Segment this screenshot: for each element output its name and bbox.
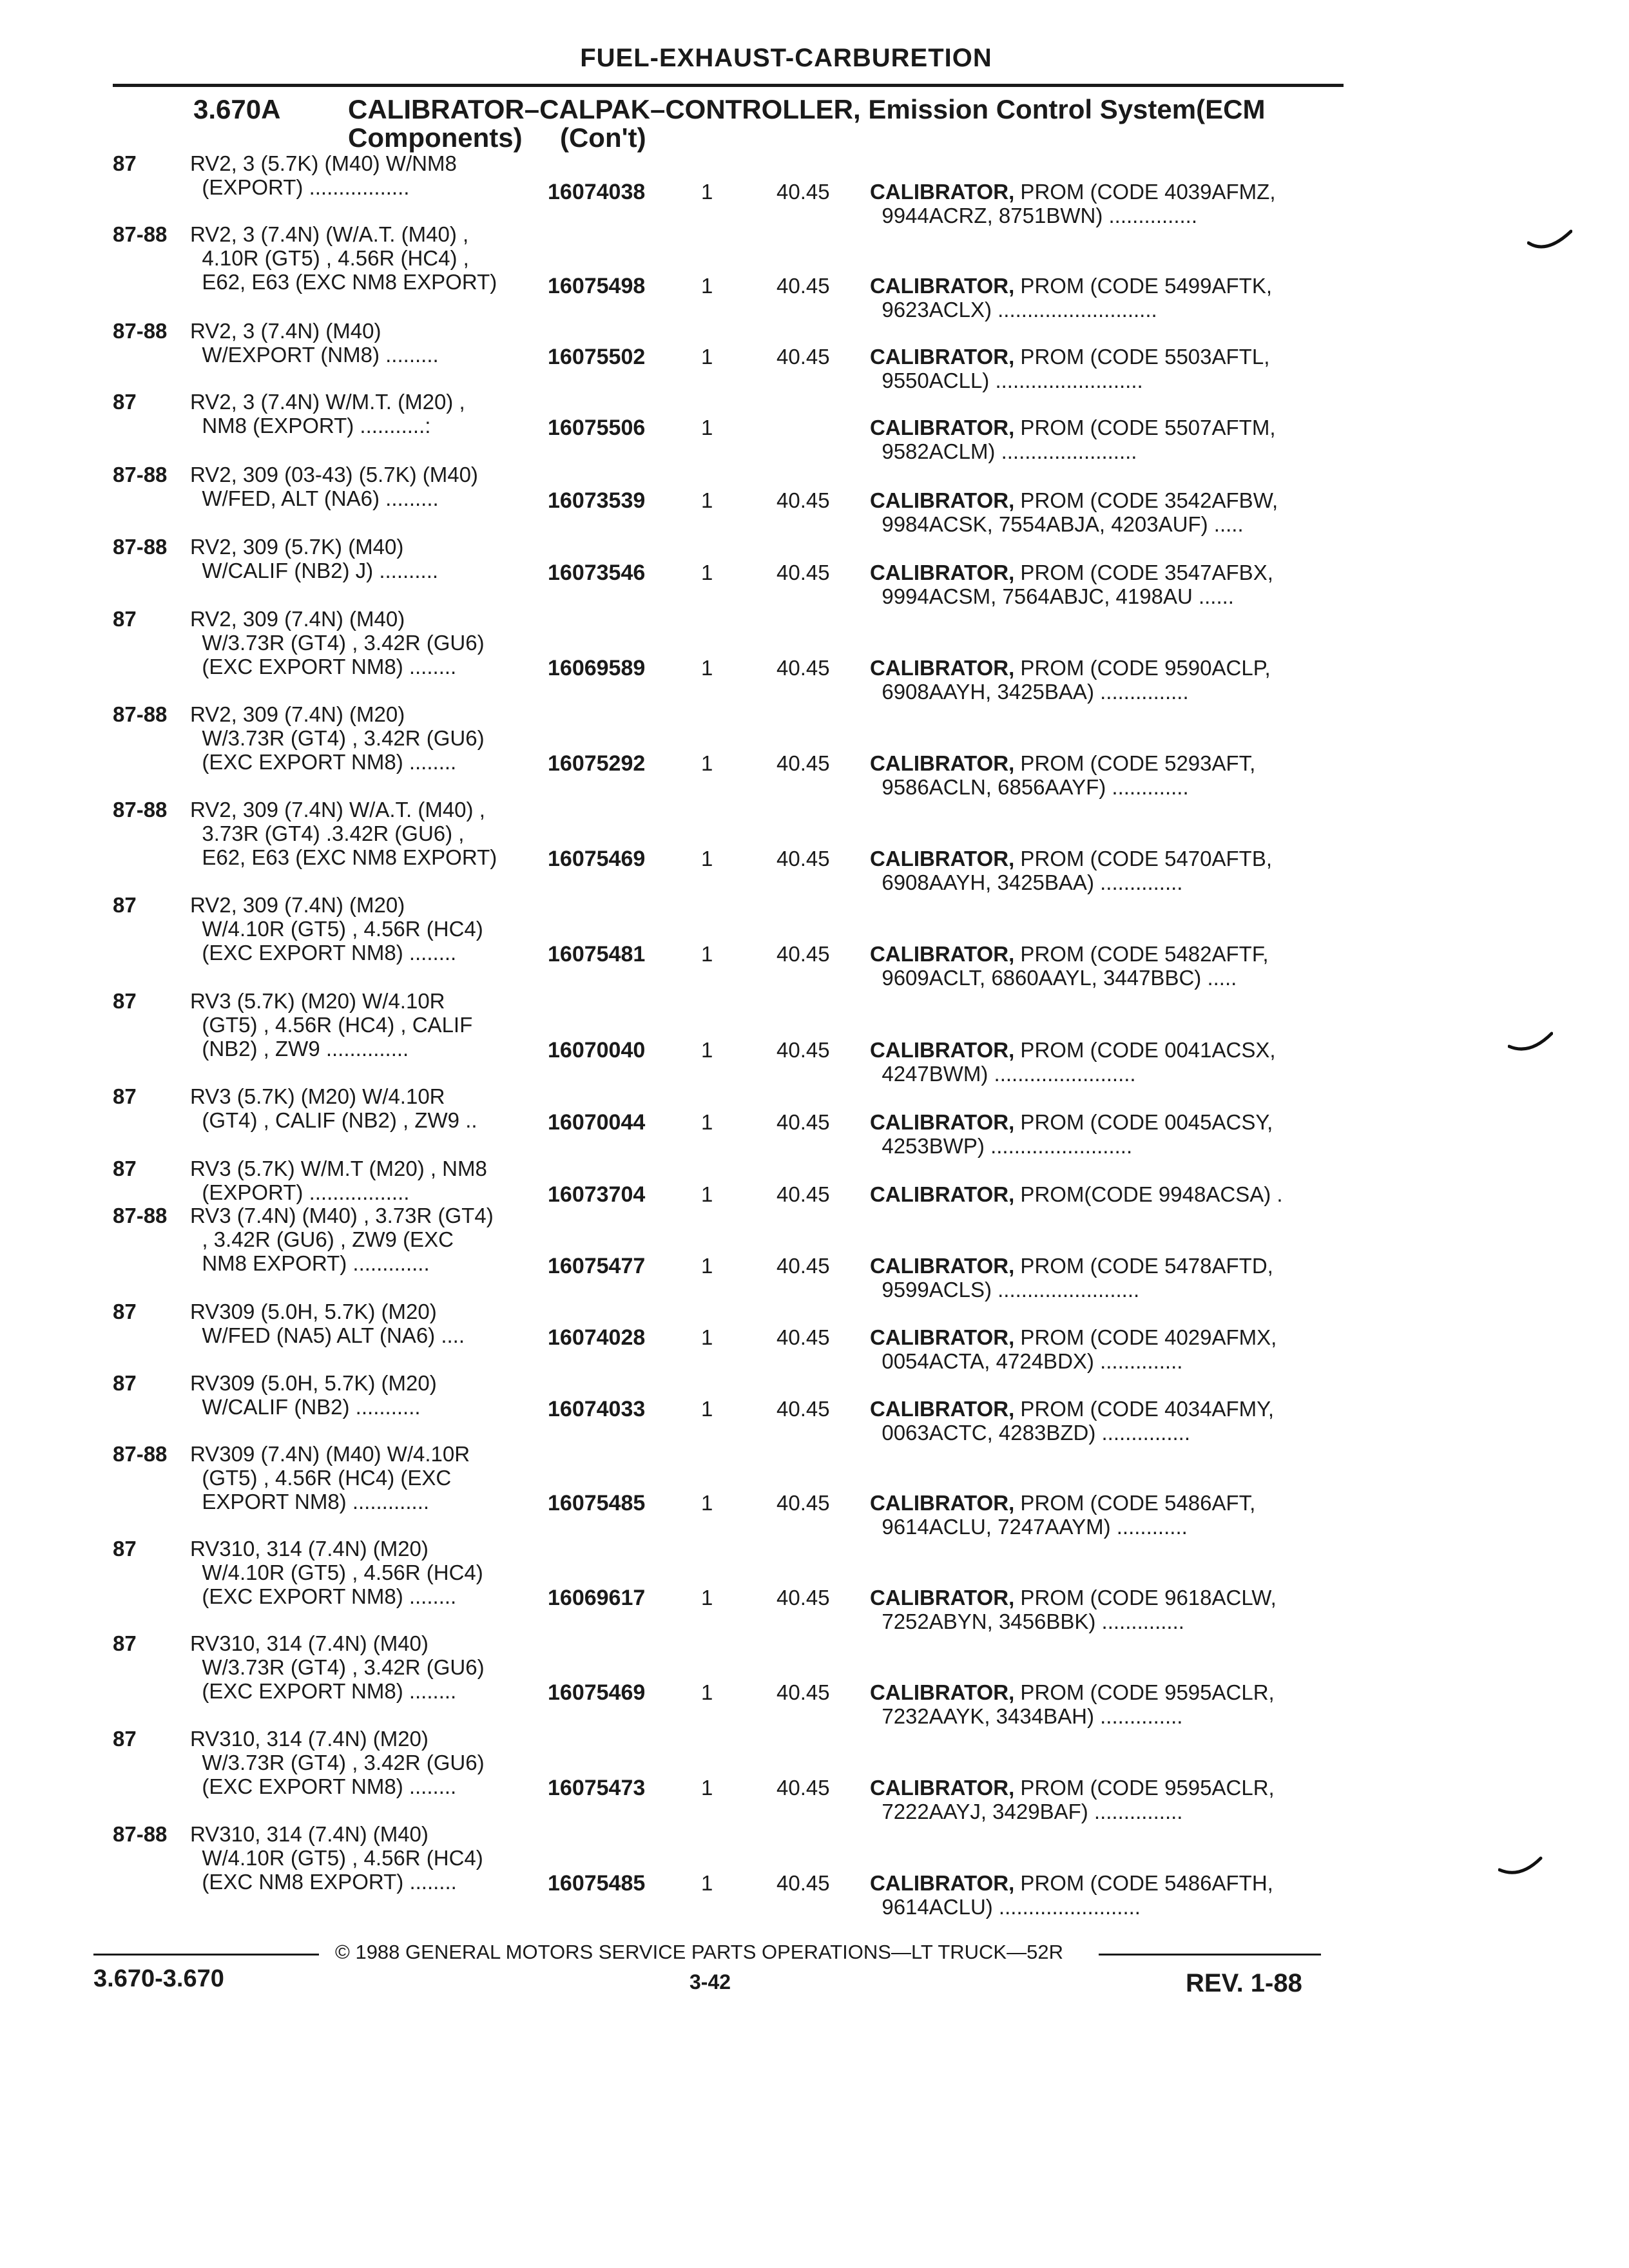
part-desc-text: PROM (CODE 5478AFTD, 9599ACLS) ........................ (882, 1254, 1273, 1302)
part-name: CALIBRATOR, (870, 274, 1015, 298)
price: 40.45 (776, 751, 830, 775)
page-number: 3-42 (689, 1970, 731, 1994)
part-name: CALIBRATOR, (870, 1397, 1015, 1421)
quantity: 1 (701, 416, 713, 439)
application-description: RV3 (5.7K) (M20) W/4.10R (GT4) , CALIF (NB2) , ZW9 .. (190, 1084, 477, 1132)
revision-label: REV. 1-88 (1186, 1969, 1302, 1997)
part-number: 16073539 (548, 488, 646, 513)
model-year: 87 (113, 1537, 137, 1561)
part-name: CALIBRATOR, (870, 561, 1015, 584)
application-description: RV2, 309 (03-43) (5.7K) (M40) W/FED, ALT (NA6) ......... (190, 463, 478, 510)
model-year: 87-88 (113, 702, 168, 726)
part-number: 16075485 (548, 1491, 646, 1515)
model-year: 87 (113, 607, 137, 631)
application-description: RV310, 314 (7.4N) (M40) W/3.73R (GT4) , 3.42R (GU6) (EXC EXPORT NM8) ........ (190, 1631, 485, 1703)
part-number: 16075481 (548, 942, 646, 966)
part-number: 16074038 (548, 180, 646, 204)
part-number: 16073546 (548, 561, 646, 585)
price: 40.45 (776, 1871, 830, 1895)
quantity: 1 (701, 847, 713, 870)
part-description (870, 488, 1347, 536)
quantity: 1 (701, 656, 713, 680)
quantity: 1 (701, 1680, 713, 1704)
part-number: 16075473 (548, 1776, 646, 1800)
part-name: CALIBRATOR, (870, 656, 1015, 680)
part-description (870, 942, 1347, 990)
price: 40.45 (776, 488, 830, 512)
quantity: 1 (701, 1871, 713, 1895)
part-number: 16070044 (548, 1110, 646, 1135)
part-description (870, 1110, 1347, 1158)
part-description (870, 180, 1347, 227)
part-name: CALIBRATOR, (870, 1871, 1015, 1895)
model-year: 87-88 (113, 535, 168, 559)
application-description: RV2, 3 (7.4N) W/M.T. (M20) , NM8 (EXPORT) ...........: (190, 390, 465, 437)
quantity: 1 (701, 1038, 713, 1062)
price: 40.45 (776, 1680, 830, 1704)
model-year: 87 (113, 1371, 137, 1395)
model-year: 87 (113, 1631, 137, 1655)
application-description: RV2, 309 (7.4N) (M40) W/3.73R (GT4) , 3.42R (GU6) (EXC EXPORT NM8) ........ (190, 607, 485, 678)
part-name: CALIBRATOR, (870, 1110, 1015, 1134)
part-desc-text: PROM (CODE 5507AFTM, 9582ACLM) ....................... (882, 416, 1276, 463)
price: 40.45 (776, 180, 830, 204)
part-desc-text: PROM (CODE 9595ACLR, 7232AAYK, 3434BAH) .............. (882, 1680, 1275, 1728)
price: 40.45 (776, 1586, 830, 1610)
part-name: CALIBRATOR, (870, 345, 1015, 369)
part-description (870, 847, 1347, 894)
part-description (870, 274, 1347, 322)
part-description (870, 1776, 1347, 1823)
price: 40.45 (776, 1182, 830, 1206)
part-desc-text: PROM (CODE 4034AFMY, 0063ACTC, 4283BZD) ............... (882, 1397, 1275, 1445)
model-year: 87 (113, 390, 137, 414)
model-year: 87 (113, 989, 137, 1013)
part-desc-text: PROM (CODE 3542AFBW, 9984ACSK, 7554ABJA, 4203AUF) ..... (882, 488, 1278, 536)
price: 40.45 (776, 656, 830, 680)
model-year: 87 (113, 1300, 137, 1323)
part-name: CALIBRATOR, (870, 488, 1015, 512)
application-description: RV2, 309 (7.4N) W/A.T. (M40) , 3.73R (GT4) .3.42R (GU6) , E62, E63 (EXC NM8 EXPORT) (190, 798, 497, 869)
part-name: CALIBRATOR, (870, 180, 1015, 204)
application-description: RV309 (7.4N) (M40) W/4.10R (GT5) , 4.56R (HC4) (EXC EXPORT NM8) ............. (190, 1442, 470, 1514)
application-description: RV3 (5.7K) (M20) W/4.10R (GT5) , 4.56R (HC4) , CALIF (NB2) , ZW9 .............. (190, 989, 473, 1061)
part-number: 16075498 (548, 274, 646, 298)
quantity: 1 (701, 345, 713, 369)
price: 40.45 (776, 847, 830, 870)
application-description: RV2, 3 (7.4N) (M40) W/EXPORT (NM8) ......... (190, 319, 439, 367)
part-name: CALIBRATOR, (870, 1776, 1015, 1800)
quantity: 1 (701, 1182, 713, 1206)
part-description (870, 1182, 1347, 1206)
model-year: 87-88 (113, 1822, 168, 1846)
part-description (870, 416, 1347, 463)
quantity: 1 (701, 1586, 713, 1610)
quantity: 1 (701, 1254, 713, 1278)
section-title-line1: CALIBRATOR–CALPAK–CONTROLLER, Emission Control System(ECM (348, 94, 1266, 124)
price: 40.45 (776, 274, 830, 298)
application-description: RV3 (5.7K) W/M.T (M20) , NM8 (EXPORT) ................. (190, 1157, 487, 1204)
part-number: 16075469 (548, 1680, 646, 1705)
part-name: CALIBRATOR, (870, 1680, 1015, 1704)
part-number: 16069589 (548, 656, 646, 680)
price: 40.45 (776, 1038, 830, 1062)
part-number: 16075477 (548, 1254, 646, 1278)
part-description (870, 1680, 1347, 1728)
application-description: RV3 (7.4N) (M40) , 3.73R (GT4) , 3.42R (GU6) , ZW9 (EXC NM8 EXPORT) ............. (190, 1204, 494, 1275)
part-name: CALIBRATOR, (870, 751, 1015, 775)
quantity: 1 (701, 1325, 713, 1349)
check-mark-icon (1527, 229, 1572, 255)
part-name: CALIBRATOR, (870, 416, 1015, 439)
application-description: RV2, 309 (5.7K) (M40) W/CALIF (NB2) J) .......... (190, 535, 439, 582)
part-description (870, 656, 1347, 704)
part-desc-text: PROM (CODE 0041ACSX, 4247BWM) ........................ (882, 1038, 1276, 1086)
part-name: CALIBRATOR, (870, 1325, 1015, 1349)
part-description (870, 345, 1347, 392)
page-header-title: FUEL-EXHAUST-CARBURETION (580, 44, 992, 72)
price: 40.45 (776, 1397, 830, 1421)
part-desc-text: PROM (CODE 5486AFT, 9614ACLU, 7247AAYM) ............ (882, 1491, 1256, 1539)
price: 40.45 (776, 942, 830, 966)
quantity: 1 (701, 751, 713, 775)
quantity: 1 (701, 1491, 713, 1515)
part-desc-text: PROM (CODE 9618ACLW, 7252ABYN, 3456BBK) .............. (882, 1586, 1277, 1633)
application-description: RV309 (5.0H, 5.7K) (M20) W/CALIF (NB2) ........... (190, 1371, 437, 1419)
part-desc-text: PROM (CODE 5503AFTL, 9550ACLL) ......................... (882, 345, 1270, 392)
part-name: CALIBRATOR, (870, 1586, 1015, 1610)
part-name: CALIBRATOR, (870, 1254, 1015, 1278)
part-desc-text: PROM (CODE 9590ACLP, 6908AAYH, 3425BAA) ............... (882, 656, 1271, 704)
price: 40.45 (776, 1491, 830, 1515)
part-desc-text: PROM (CODE 5482AFTF, 9609ACLT, 6860AAYL, 3447BBC) ..... (882, 942, 1269, 990)
application-description: RV2, 3 (5.7K) (M40) W/NM8 (EXPORT) ................. (190, 151, 457, 199)
part-desc-text: PROM (CODE 5470AFTB, 6908AAYH, 3425BAA) .............. (882, 847, 1273, 894)
application-description: RV310, 314 (7.4N) (M40) W/4.10R (GT5) , 4.56R (HC4) (EXC NM8 EXPORT) ........ (190, 1822, 483, 1894)
part-desc-text: PROM (CODE 0045ACSY, 4253BWP) ........................ (882, 1110, 1273, 1158)
part-description (870, 751, 1347, 799)
model-year: 87-88 (113, 798, 168, 822)
part-number: 16069617 (548, 1586, 646, 1610)
model-year: 87-88 (113, 1204, 168, 1227)
quantity: 1 (701, 1397, 713, 1421)
part-description (870, 1038, 1347, 1086)
application-description: RV2, 3 (7.4N) (W/A.T. (M40) , 4.10R (GT5) , 4.56R (HC4) , E62, E63 (EXC NM8 EXPORT) (190, 222, 497, 294)
part-number: 16074028 (548, 1325, 646, 1350)
part-description (870, 1397, 1347, 1445)
quantity: 1 (701, 180, 713, 204)
price: 40.45 (776, 345, 830, 369)
part-number: 16075469 (548, 847, 646, 871)
copyright-notice: © 1988 GENERAL MOTORS SERVICE PARTS OPERATIONS—LT TRUCK—52R (335, 1941, 1063, 1963)
part-name: CALIBRATOR, (870, 942, 1015, 966)
price: 40.45 (776, 1325, 830, 1349)
quantity: 1 (701, 561, 713, 584)
part-desc-text: PROM (CODE 3547AFBX, 9994ACSM, 7564ABJC, 4198AU ...... (882, 561, 1273, 608)
part-name: CALIBRATOR, (870, 1491, 1015, 1515)
part-number: 16070040 (548, 1038, 646, 1062)
model-year: 87 (113, 151, 137, 175)
part-number: 16075502 (548, 345, 646, 369)
part-desc-text: PROM (CODE 5486AFTH, 9614ACLU) ........................ (882, 1871, 1273, 1919)
check-mark-icon (1508, 1031, 1553, 1057)
application-description: RV309 (5.0H, 5.7K) (M20) W/FED (NA5) ALT (NA6) .... (190, 1300, 465, 1347)
section-number: 3.670A (193, 94, 281, 124)
part-number: 16073704 (548, 1182, 646, 1207)
model-year: 87 (113, 1727, 137, 1751)
quantity: 1 (701, 942, 713, 966)
part-description (870, 1586, 1347, 1633)
part-name: CALIBRATOR, (870, 1038, 1015, 1062)
part-description (870, 1254, 1347, 1302)
section-title-line2: Components) (Con't) (348, 122, 646, 153)
part-number: 16074033 (548, 1397, 646, 1421)
model-year: 87 (113, 1157, 137, 1180)
model-year: 87 (113, 893, 137, 917)
quantity: 1 (701, 1776, 713, 1800)
part-number: 16075292 (548, 751, 646, 776)
part-desc-text: PROM (CODE 9595ACLR, 7222AAYJ, 3429BAF) ............... (882, 1776, 1275, 1823)
model-year: 87-88 (113, 1442, 168, 1466)
part-name: CALIBRATOR, (870, 1182, 1015, 1206)
part-desc-text: PROM (CODE 5499AFTK, 9623ACLX) ........................... (882, 274, 1273, 322)
part-description (870, 561, 1347, 608)
quantity: 1 (701, 274, 713, 298)
application-description: RV2, 309 (7.4N) (M20) W/4.10R (GT5) , 4.56R (HC4) (EXC EXPORT NM8) ........ (190, 893, 483, 965)
part-desc-text: PROM(CODE 9948ACSA) . (1014, 1182, 1283, 1206)
price: 40.45 (776, 1776, 830, 1800)
check-mark-icon (1498, 1856, 1543, 1881)
part-description (870, 1491, 1347, 1539)
part-desc-text: PROM (CODE 4029AFMX, 0054ACTA, 4724BDX) .............. (882, 1325, 1277, 1373)
application-description: RV2, 309 (7.4N) (M20) W/3.73R (GT4) , 3.42R (GU6) (EXC EXPORT NM8) ........ (190, 702, 485, 774)
model-year: 87-88 (113, 222, 168, 246)
quantity: 1 (701, 488, 713, 512)
price: 40.45 (776, 1110, 830, 1134)
quantity: 1 (701, 1110, 713, 1134)
section-range: 3.670-3.670 (93, 1965, 224, 1992)
part-name: CALIBRATOR, (870, 847, 1015, 870)
part-desc-text: PROM (CODE 4039AFMZ, 9944ACRZ, 8751BWN) ............... (882, 180, 1276, 227)
model-year: 87 (113, 1084, 137, 1108)
application-description: RV310, 314 (7.4N) (M20) W/4.10R (GT5) , 4.56R (HC4) (EXC EXPORT NM8) ........ (190, 1537, 483, 1608)
part-number: 16075506 (548, 416, 646, 440)
footer-rule-right (1099, 1954, 1321, 1956)
application-description: RV310, 314 (7.4N) (M20) W/3.73R (GT4) , 3.42R (GU6) (EXC EXPORT NM8) ........ (190, 1727, 485, 1798)
price: 40.45 (776, 1254, 830, 1278)
part-description (870, 1871, 1347, 1919)
part-description (870, 1325, 1347, 1373)
model-year: 87-88 (113, 319, 168, 343)
model-year: 87-88 (113, 463, 168, 486)
part-number: 16075485 (548, 1871, 646, 1896)
price: 40.45 (776, 561, 830, 584)
part-desc-text: PROM (CODE 5293AFT, 9586ACLN, 6856AAYF) ............. (882, 751, 1256, 799)
footer-rule-left (93, 1954, 319, 1956)
